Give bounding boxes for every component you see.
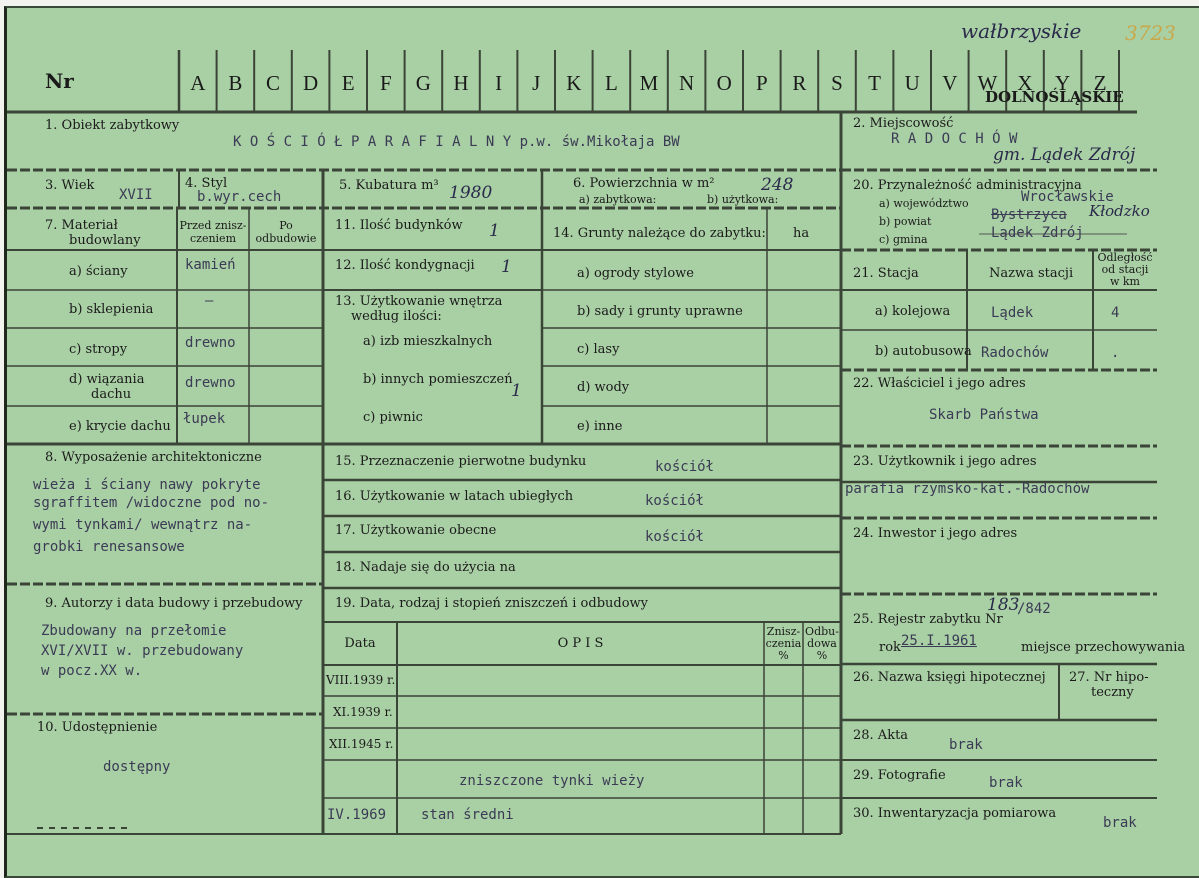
field-7-row-trusses-label-2: dachu	[91, 387, 132, 402]
field-3-value: XVII	[119, 187, 153, 203]
field-26-label: 26. Nazwa księgi hipotecznej	[853, 670, 1046, 685]
field-7-col-after: Po	[279, 219, 293, 232]
field-19-col-rebuild-2: dowa	[807, 637, 837, 650]
field-21-a-name: Lądek	[991, 305, 1034, 321]
field-13-b-value: 1	[511, 381, 522, 401]
field-19-row-5-desc: stan średni	[421, 807, 514, 823]
field-19-row-4-desc: zniszczone tynki wieży	[459, 773, 645, 789]
field-29-value: brak	[989, 775, 1023, 791]
field-2-handwritten: gm. Lądek Zdrój	[993, 145, 1136, 165]
letter-f: F	[379, 71, 392, 95]
field-30-value: brak	[1103, 815, 1137, 831]
field-8-line-1: wieża i ściany nawy pokryte	[33, 477, 261, 493]
field-19-col-date: Data	[344, 636, 376, 651]
field-12-label: 12. Ilość kondygnacji	[335, 258, 475, 273]
field-7-col-before-2: czeniem	[189, 232, 236, 245]
field-7-row-walls-label: a) ściany	[69, 264, 128, 279]
field-20-label: 20. Przynależność administracyjna	[853, 178, 1082, 193]
field-22-value: Skarb Państwa	[929, 407, 1039, 423]
field-4-label: 4. Styl	[185, 176, 228, 191]
field-27-label: 27. Nr hipo-	[1069, 670, 1149, 685]
field-14-row-gardens: a) ogrody stylowe	[577, 266, 694, 281]
field-20-c: c) gmina	[879, 233, 928, 246]
field-6-value: 248	[761, 175, 794, 195]
field-19-row-1-date: VIII.1939 r.	[326, 673, 396, 687]
field-21-label: 21. Stacja	[853, 266, 919, 281]
field-14-row-orchards: b) sady i grunty uprawne	[577, 304, 743, 319]
field-7-row-trusses-label: d) wiązania	[69, 372, 145, 387]
field-20-b: b) powiat	[879, 215, 932, 228]
field-19-col-destruction-2: czenia	[765, 637, 802, 650]
letter-b: B	[228, 71, 243, 95]
field-21-a: a) kolejowa	[875, 304, 951, 319]
field-14-row-other: e) inne	[577, 419, 623, 434]
field-1-value: K O Ś C I Ó Ł P A R A F I A L N Y p.w. św.Mikołaja BW	[233, 134, 680, 150]
register-card	[4, 6, 1199, 878]
field-19-row-2-date: XI.1939 r.	[333, 705, 393, 719]
nr-label: Nr	[45, 69, 74, 93]
field-6-a: a) zabytkowa:	[579, 193, 657, 206]
letter-r: R	[792, 71, 807, 95]
field-2-label: 2. Miejscowość	[853, 116, 954, 131]
letter-s: S	[831, 71, 843, 95]
field-2-value: R A D O C H Ó W	[891, 131, 1018, 147]
field-1-label: 1. Obiekt zabytkowy	[45, 118, 180, 133]
field-8-label: 8. Wyposażenie architektoniczne	[45, 450, 262, 465]
letter-w: W	[977, 71, 998, 95]
field-30-label: 30. Inwentaryzacja pomiarowa	[853, 806, 1057, 821]
field-25-label: 25. Rejestr zabytku Nr	[853, 612, 1003, 627]
field-14-label: 14. Grunty należące do zabytku:	[553, 226, 766, 241]
field-24-label: 24. Inwestor i jego adres	[853, 526, 1018, 541]
handwritten-code: 3723	[1125, 21, 1176, 45]
letter-h: H	[453, 71, 469, 95]
field-7-col-before: Przed znisz-	[179, 219, 247, 232]
field-7-row-vaults-label: b) sklepienia	[69, 302, 154, 317]
letter-i: I	[495, 71, 503, 95]
letter-j: J	[532, 71, 541, 95]
field-21-col-distance: Odległość	[1097, 251, 1153, 264]
field-19-col-rebuild-pct: %	[816, 649, 828, 662]
field-25-place: miejsce przechowywania	[1021, 640, 1186, 655]
field-7-row-trusses-value: drewno	[185, 375, 236, 391]
field-5-label: 5. Kubatura m³	[339, 178, 439, 193]
field-19-row-5-date: IV.1969	[327, 807, 387, 823]
field-14-unit: ha	[793, 226, 810, 241]
field-13-label: 13. Użytkowanie wnętrza	[335, 294, 503, 309]
letter-l: L	[604, 71, 618, 95]
field-21-b-name: Radochów	[981, 345, 1049, 361]
field-9-label: 9. Autorzy i data budowy i przebudowy	[45, 596, 303, 611]
letter-e: E	[341, 71, 355, 95]
field-15-label: 15. Przeznaczenie pierwotne budynku	[335, 454, 587, 469]
letter-c: C	[265, 71, 280, 95]
handwritten-region: wałbrzyskie	[961, 19, 1082, 43]
letter-o: O	[716, 71, 732, 95]
letter-p: P	[755, 71, 768, 95]
field-6-label: 6. Powierzchnia w m²	[573, 176, 715, 191]
field-12-value: 1	[501, 257, 512, 277]
field-20-b-value: Bystrzyca	[991, 207, 1067, 223]
field-14-row-waters: d) wody	[577, 380, 630, 395]
letter-t: T	[868, 71, 881, 95]
field-7-row-roof-label: e) krycie dachu	[69, 419, 171, 434]
field-13-c: c) piwnic	[363, 410, 423, 425]
field-16-value: kościół	[645, 493, 705, 509]
field-19-col-desc: O P I S	[557, 636, 604, 651]
field-8-line-2: sgraffitem /widoczne pod no-	[33, 495, 270, 511]
field-7-col-after-2: odbudowie	[255, 232, 317, 245]
field-7-row-ceilings-value: drewno	[185, 335, 236, 351]
field-4-value: b.wyr.cech	[197, 189, 282, 205]
field-13-label-2: według ilości:	[351, 309, 442, 324]
field-7-label: 7. Materiał	[45, 218, 118, 233]
field-9-line-3: w pocz.XX w.	[41, 663, 143, 679]
field-15-value: kościół	[655, 459, 715, 475]
field-10-value: dostępny	[103, 759, 171, 775]
field-6-b: b) użytkowa:	[707, 193, 779, 206]
field-13-b: b) innych pomieszczeń	[363, 372, 513, 387]
field-18-label: 18. Nadaje się do użycia na	[335, 560, 516, 575]
field-19-label: 19. Data, rodzaj i stopień zniszczeń i odbudowy	[335, 596, 649, 611]
field-21-col-distance-3: w km	[1109, 275, 1140, 288]
field-11-label: 11. Ilość budynków	[335, 218, 463, 233]
letter-d: D	[303, 71, 319, 95]
field-21-b: b) autobusowa	[875, 344, 972, 359]
field-19-row-3-date: XII.1945 r.	[329, 737, 394, 751]
field-20-b-handwritten: Kłodzko	[1089, 202, 1150, 220]
field-21-b-dist: .	[1111, 345, 1120, 361]
letter-v: V	[942, 71, 958, 95]
field-28-label: 28. Akta	[853, 728, 909, 743]
field-27-label-2: teczny	[1091, 685, 1134, 700]
field-20-c-value: Lądek Zdrój	[991, 225, 1084, 241]
field-9-line-2: XVI/XVII w. przebudowany	[41, 643, 244, 659]
field-11-value: 1	[489, 221, 500, 241]
field-25-rok-label: rok	[879, 640, 901, 655]
field-7-row-walls-value: kamień	[185, 257, 236, 273]
field-23-value: parafia rzymsko-kat.-Radochów	[845, 481, 1090, 497]
field-21-col-name: Nazwa stacji	[989, 266, 1074, 281]
field-23-label: 23. Użytkownik i jego adres	[853, 454, 1037, 469]
region-stamp: DOLNOŚLĄSKIE	[985, 88, 1124, 106]
letter-y: Y	[1055, 71, 1071, 95]
field-28-value: brak	[949, 737, 983, 753]
field-21-a-dist: 4	[1111, 305, 1120, 321]
field-17-value: kościół	[645, 529, 705, 545]
field-8-line-3: wymi tynkami/ wewnątrz na-	[33, 517, 253, 533]
field-20-a: a) województwo	[879, 197, 969, 210]
field-9-line-1: Zbudowany na przełomie	[41, 623, 227, 639]
field-3-label: 3. Wiek	[45, 178, 95, 193]
field-22-label: 22. Właściciel i jego adres	[853, 376, 1026, 391]
letter-z: Z	[1093, 71, 1107, 95]
field-17-label: 17. Użytkowanie obecne	[335, 523, 497, 538]
letter-a: A	[190, 71, 206, 95]
letter-m: M	[639, 71, 659, 95]
letter-u: U	[904, 71, 920, 95]
field-25-nr: 183	[987, 595, 1020, 615]
letter-g: G	[415, 71, 431, 95]
field-19-col-destruction: Znisz-	[766, 625, 801, 638]
field-8-line-4: grobki renesansowe	[33, 539, 185, 555]
field-19-col-destruction-pct: %	[778, 649, 789, 662]
field-13-a: a) izb mieszkalnych	[363, 334, 493, 349]
field-10-label: 10. Udostępnienie	[37, 720, 158, 735]
field-7-row-roof-value: łupek	[183, 411, 226, 427]
field-7-label-2: budowlany	[69, 233, 141, 248]
letter-k: K	[566, 71, 582, 95]
field-5-value: 1980	[449, 183, 493, 203]
field-20-a-value: Wrocławskie	[1021, 189, 1114, 205]
field-14-row-forests: c) lasy	[577, 342, 620, 357]
field-19-col-rebuild: Odbu-	[805, 625, 839, 638]
letter-n: N	[679, 71, 695, 95]
field-7-row-vaults-value: –	[205, 293, 214, 309]
letter-x: X	[1017, 71, 1033, 95]
field-16-label: 16. Użytkowanie w latach ubiegłych	[335, 489, 574, 504]
field-25-date: 25.I.1961	[901, 633, 977, 649]
field-29-label: 29. Fotografie	[853, 768, 946, 783]
field-21-col-distance-2: od stacji	[1101, 263, 1149, 276]
field-25-nr-suffix: /842	[1017, 601, 1051, 617]
field-7-row-ceilings-label: c) stropy	[69, 342, 128, 357]
